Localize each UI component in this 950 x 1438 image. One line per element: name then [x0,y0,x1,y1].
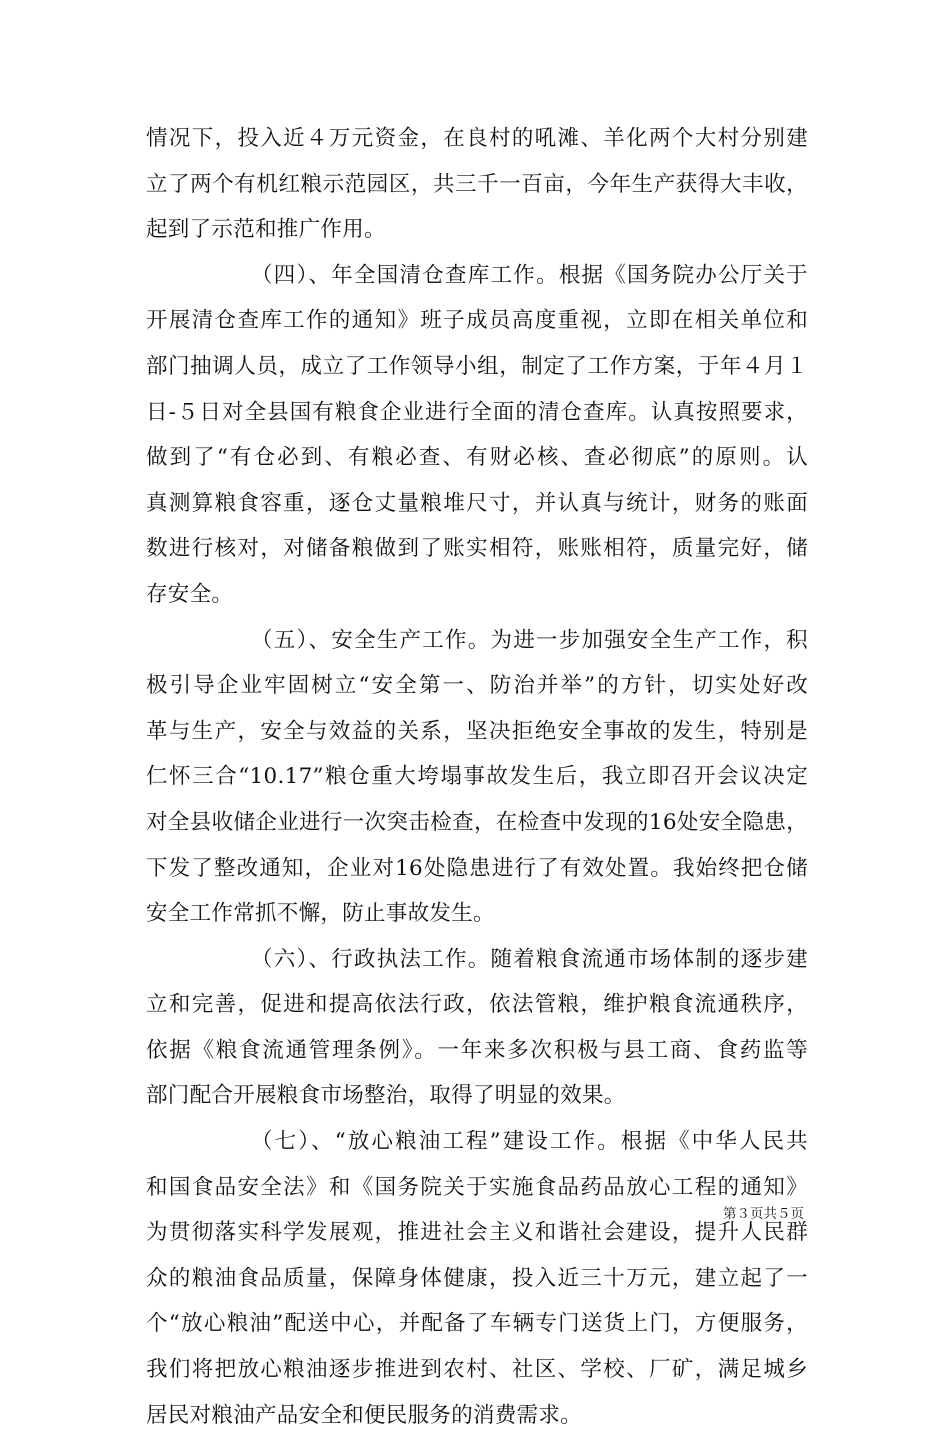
text-line: 做到了“有仓必到、有粮必查、有财必核、查必彻底”的原则。认 [146,445,808,471]
text-line: 开展清仓查库工作的通知》班子成员高度重视，立即在相关单位和 [146,308,808,334]
text-line: 部门配合开展粮食市场整治，取得了明显的效果。 [146,1083,626,1109]
text-line: 众的粮油食品质量，保障身体健康，投入近三十万元，建立起了一 [146,1265,808,1291]
text-line: 日-５日对全县国有粮食企业进行全面的清仓查库。认真按照要求， [146,399,808,425]
section-heading-line: （五）、安全生产工作。为进一步加强安全生产工作，积 [251,627,808,653]
text-line: 革与生产，安全与效益的关系，坚决拒绝安全事故的发生，特别是 [146,718,808,744]
text-line: 存安全。 [146,581,234,607]
text-line: 真测算粮食容重，逐仓丈量粮堆尺寸，并认真与统计，财务的账面 [146,490,808,516]
section-heading-line: （七）、“放心粮油工程”建设工作。根据《中华人民共 [251,1129,808,1155]
text-line: 和国食品安全法》和《国务院关于实施食品药品放心工程的通知》 [146,1174,808,1200]
text-line: 为贯彻落实科学发展观，推进社会主义和谐社会建设，提升人民群 [146,1220,808,1246]
text-line: 起到了示范和推广作用。 [146,217,386,243]
text-line: 对全县收储企业进行一次突击检查，在检查中发现的16处安全隐患， [146,809,808,835]
text-line: 情况下，投入近４万元资金，在良村的吼滩、羊化两个大村分别建 [146,126,808,151]
document-body [146,116,808,1438]
text-line: 极引导企业牢固树立“安全第一、防治并举”的方针，切实处好改 [146,673,808,699]
text-line: 依据《粮食流通管理条例》。一年来多次积极与县工商、食药监等 [146,1037,808,1063]
text-line: 下发了整改通知，企业对16处隐患进行了有效处置。我始终把仓储 [146,855,808,881]
text-line: 安全工作常抓不懈，防止事故发生。 [146,901,495,927]
text-line: 居民对粮油产品安全和便民服务的消费需求。 [146,1402,583,1428]
text-line: 我们将把放心粮油逐步推进到农村、社区、学校、厂矿，满足城乡 [146,1357,808,1383]
section-heading-line: （六）、行政执法工作。随着粮食流通市场体制的逐步建 [251,946,808,972]
page-number: 第３页共５页 [723,1206,804,1222]
text-line: 仁怀三合“10.17”粮仓重大垮塌事故发生后，我立即召开会议决定 [146,764,808,790]
section-heading-line: （四）、年全国清仓查库工作。根据《国务院办公厅关于 [251,262,808,288]
text-line: 立和完善，促进和提高依法行政，依法管粮，维护粮食流通秩序， [146,992,808,1018]
text-line: 部门抽调人员，成立了工作领导小组，制定了工作方案，于年４月１ [146,353,808,379]
text-line: 数进行核对，对储备粮做到了账实相符，账账相符，质量完好，储 [146,536,808,562]
text-line: 立了两个有机红粮示范园区，共三千一百亩，今年生产获得大丰收， [146,171,808,197]
text-line: 个“放心粮油”配送中心，并配备了车辆专门送货上门，方便服务， [146,1311,808,1337]
